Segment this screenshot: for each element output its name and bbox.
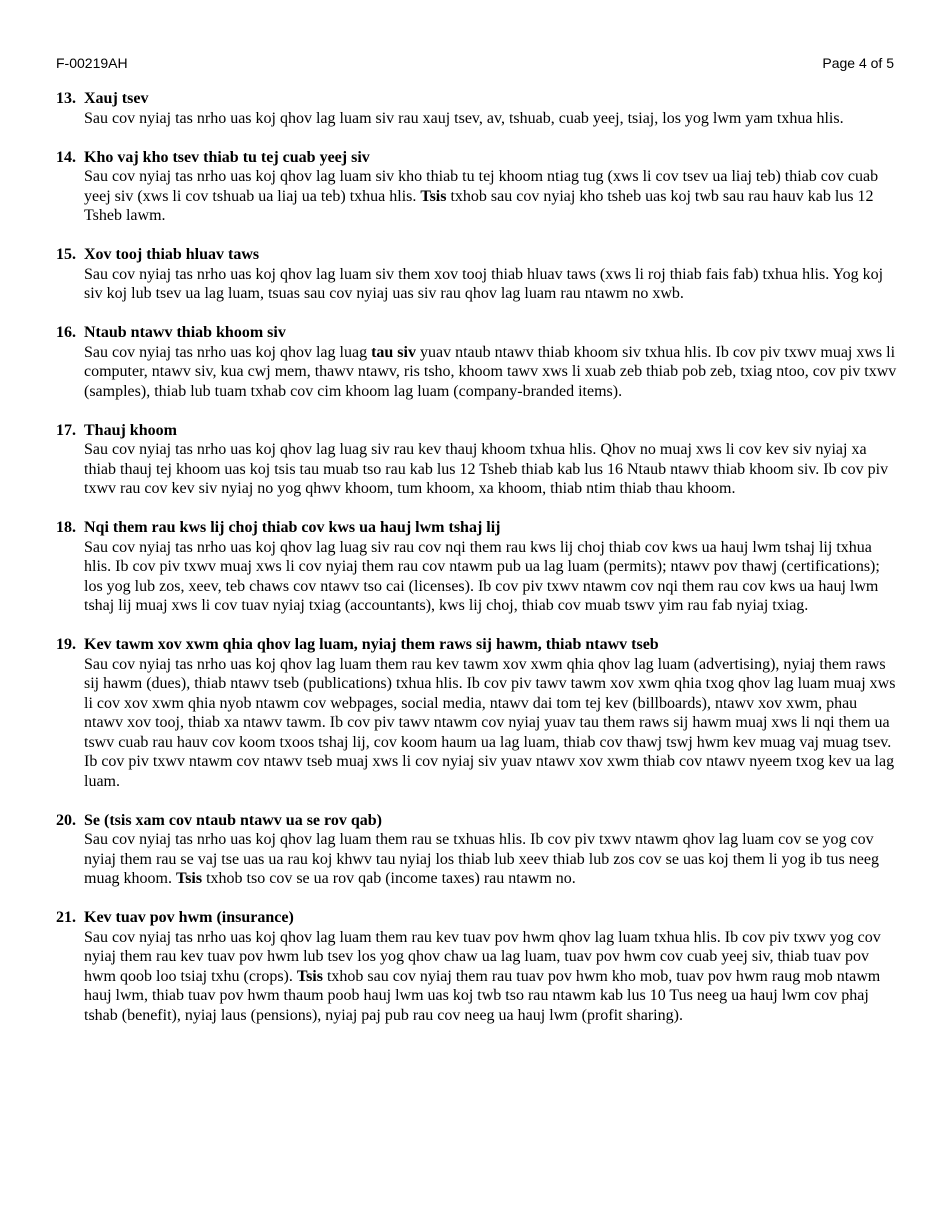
item-number: 19. [56, 636, 76, 653]
body-text: txhob tso cov se ua rov qab (income taxes) rau ntawm no. [202, 870, 576, 887]
item-number: 17. [56, 421, 76, 439]
instruction-item [56, 323, 898, 401]
emphasis-text: tau siv [371, 343, 416, 361]
body-text: Sau cov nyiaj tas nrho uas koj qhov lag luag [84, 343, 372, 361]
instruction-item [56, 148, 898, 226]
body-text: Sau cov nyiaj tas nrho uas koj qhov lag luag siv rau kev thauj khoom txhua hlis. Qhov no muaj xws li cov kev siv nyiaj xa thiab thauj tej khoom uas koj tsis tau muab tso rau kab lus 12 Tsheb thiab kab lus 16 Ntaub ntawv thiab khoom siv. Ib cov piv txwv rau cov kev siv nyiaj no yog qhwv khoom, tum khoom, xa khoom, thiab ntim thiab thau khoom. [84, 441, 889, 497]
item-body [84, 655, 898, 792]
item-number: 13. [56, 90, 76, 107]
body-text: Sau cov nyiaj tas nrho uas koj qhov lag luam siv kho thiab tu tej khoom ntiag tug (xws li cov tsev ua liaj teb) thiab cov cuab yeej siv (xws li cov tshuab ua liaj ua teb) txhua hlis. [84, 168, 879, 205]
body-text: Sau cov nyiaj tas nrho uas koj qhov lag luam them rau se txhuas hlis. Ib cov piv txwv ntawm qhov lag luam cov se yog cov nyiaj them rau se vaj tse uas ua rau koj khwv tau nyiaj los thiab lub xeev thiab lub zos cov se uas koj them li yog ib tus neeg muag khoom. [84, 831, 879, 887]
body-text: Sau cov nyiaj tas nrho uas koj qhov lag luam them rau kev tuav pov hwm qhov lag luam txhua hlis. Ib cov piv txwv yog cov nyiaj them rau kev tuav pov hwm lub tsev los yog qhov chaw ua lag luam, tuav pov hwm cov cuab yeej siv, thiab tuav pov hwm qoob loo tsiaj txhu (crops). [84, 928, 881, 985]
emphasis-text: Tsis [296, 967, 323, 985]
item-number: 20. [56, 811, 76, 829]
item-title: Thauj khoom [84, 421, 177, 439]
item-body [84, 538, 898, 616]
item-number: 18. [56, 519, 76, 536]
item-title: Ntaub ntawv thiab khoom siv [84, 324, 286, 341]
instruction-item [56, 811, 898, 889]
item-body [84, 928, 898, 1026]
item-body [84, 167, 898, 226]
item-title: Kev tawm xov xwm qhia qhov lag luam, nyiaj them raws sij hawm, thiab ntawv tseb [84, 636, 659, 653]
item-body [84, 109, 898, 129]
page-header [56, 55, 894, 75]
instruction-item [56, 908, 898, 1025]
emphasis-text: Tsis [176, 870, 203, 887]
body-text: yuav ntaub ntawv thiab khoom siv txhua hlis. Ib cov piv txwv muaj xws li computer, ntawv siv, kua cwj mem, thawv ntawv, ris tsho, khoom tawv xws li xuab zeb thiab pob zeb, txiag ntoo, cov piv txwv (samples), thiab lub tuam txhab cov cim khoom lag luam (company-branded items). [84, 343, 897, 400]
instruction-item [56, 421, 898, 499]
item-title: Kho vaj kho tsev thiab tu tej cuab yeej siv [84, 148, 370, 166]
item-title: Se (tsis xam cov ntaub ntawv ua se rov qab) [84, 811, 382, 829]
instruction-list [56, 89, 898, 1045]
item-number: 21. [56, 909, 76, 926]
body-text: Sau cov nyiaj tas nrho uas koj qhov lag luam siv them xov tooj thiab hluav taws (xws li roj thiab fais fab) txhua hlis. Yog koj siv koj lub tsev ua lag luam, tsuas sau cov nyiaj uas siv rau qhov lag luam rau ntawm no xwb. [84, 265, 884, 302]
form-id: F-00219AH [56, 55, 128, 71]
instruction-item [56, 89, 898, 128]
item-title: Xauj tsev [84, 90, 149, 107]
body-text: Sau cov nyiaj tas nrho uas koj qhov lag luam them rau kev tawm xov xwm qhia qhov lag luam (advertising), nyiaj them raws sij hawm (dues), thiab ntawv tseb (publications) txhua hlis. Ib cov piv tawv tawm xov xwm qhia txog qhov lag luam muaj xws li cov xov xwm qhia nyob ntawm cov webpages, social media, ntawv dai tom tej kev (billboards), ntawv xov xwm, phau ntawv xov tooj, thiab xa ntawv tawm. Ib cov piv tawv ntawm cov nyiaj yuav tau them raws sij hawm muaj xws li nqi them ua tswv cuab rau hauv cov koom txoos tshaj lij, cov koom haum ua lag luam, thiab cov thawj tswj hwm kev muag vaj muag tsev. Ib cov piv txwv ntawm cov ntawv tseb muaj xws li cov nyiaj siv yuav ntawv xov xwm thiab cov ntawv nyeem txog kev ua lag luam. [84, 655, 896, 790]
item-body [84, 265, 898, 304]
item-number: 15. [56, 246, 76, 263]
body-text: Sau cov nyiaj tas nrho uas koj qhov lag luam siv rau xauj tsev, av, tshuab, cuab yeej, tsiaj, los yog lwm yam txhua hlis. [84, 109, 844, 127]
instruction-item [56, 635, 898, 791]
item-title: Nqi them rau kws lij choj thiab cov kws ua hauj lwm tshaj lij [84, 519, 501, 536]
body-text: Sau cov nyiaj tas nrho uas koj qhov lag luag siv rau cov nqi them rau kws lij choj thiab cov kws ua hauj lwm tshaj lij txhua hlis. Ib cov piv txwv muaj xws li cov nyiaj them rau cov ntawm pub ua lag luam (permits); ntawv pov thawj (certifications); los yog lub zos, xeev, teb chaws cov ntawv tso cai (licenses). Ib cov piv txwv ntawm cov nqi them rau cov kws ua hauj lwm tshaj lij muaj xws li cov tuav nyiaj txiag (accountants), kws lij choj, thiab cov muab tswv yim rau fab nyiaj txiag. [84, 538, 880, 614]
emphasis-text: Tsis [420, 187, 447, 205]
item-title: Kev tuav pov hwm (insurance) [84, 909, 294, 926]
body-text: txhob sau cov nyiaj them rau tuav pov hwm kho mob, tuav pov hwm raug mob ntawm hauj lwm, thiab tuav pov hwm thaum poob hauj lwm uas koj twb tso rau ntawm kab lus 10 Tus neeg ua hauj lwm cov phaj tshab (benefit), nyiaj laus (pensions), nyiaj paj pub rau cov neeg ua hauj lwm (profit sharing). [84, 967, 881, 1024]
item-number: 16. [56, 324, 76, 341]
page-number: Page 4 of 5 [822, 55, 894, 71]
item-title: Xov tooj thiab hluav taws [84, 246, 260, 263]
item-body [84, 343, 898, 402]
item-body [84, 440, 898, 499]
instruction-item [56, 518, 898, 616]
instruction-item [56, 245, 898, 304]
body-text: txhob sau cov nyiaj kho tsheb uas koj twb sau rau hauv kab lus 12 Tsheb lawm. [84, 187, 874, 224]
item-body [84, 830, 898, 889]
item-number: 14. [56, 148, 76, 166]
